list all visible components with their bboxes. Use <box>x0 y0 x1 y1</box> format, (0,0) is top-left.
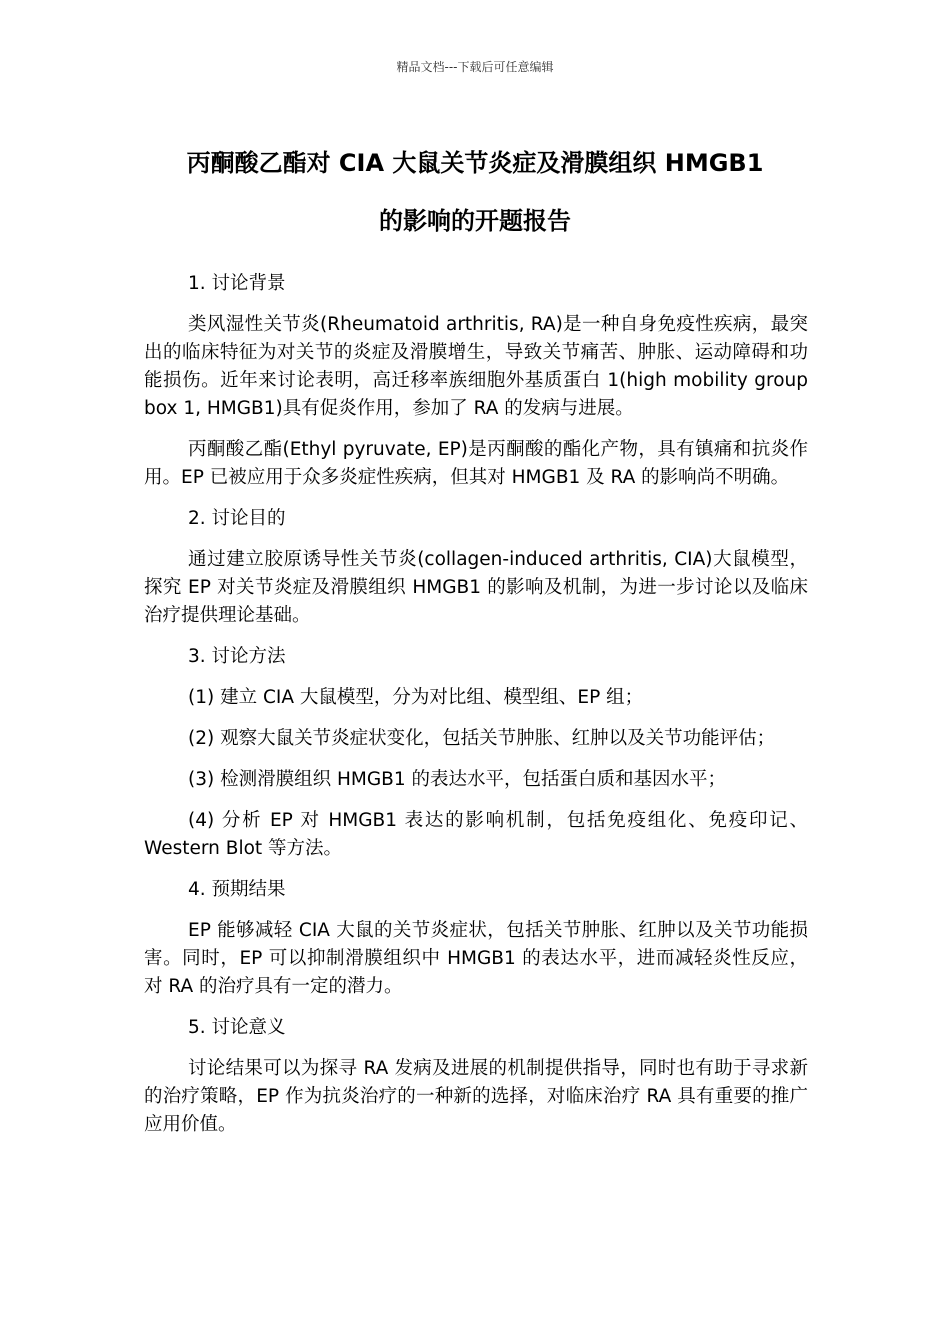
paragraph-expected-results: EP 能够减轻 CIA 大鼠的关节炎症状，包括关节肿胀、红肿以及关节功能损害。同时，EP 可以抑制滑膜组织中 HMGB1 的表达水平，进而减轻炎性反应，对 RA 的治疗具有一定的潜力。 <box>144 920 808 997</box>
section-heading-significance: 5. 讨论意义 <box>188 1017 286 1038</box>
header-note: 精品文档---下载后可任意编辑 <box>396 60 554 74</box>
document-title <box>120 134 830 250</box>
section-heading-methods: 3. 讨论方法 <box>188 646 286 667</box>
paragraph-significance: 讨论结果可以为探寻 RA 发病及进展的机制提供指导，同时也有助于寻求新的治疗策略，EP 作为抗炎治疗的一种新的选择，对临床治疗 RA 具有重要的推广应用价值。 <box>144 1058 808 1135</box>
method-item-1: (1) 建立 CIA 大鼠模型，分为对比组、模型组、EP 组； <box>188 687 644 708</box>
title-line-2: 的影响的开题报告 <box>379 207 571 235</box>
section-heading-expected-results: 4. 预期结果 <box>188 879 286 900</box>
paragraph-background-1: 类风湿性关节炎(Rheumatoid arthritis, RA)是一种自身免疫性疾病，最突出的临床特征为对关节的炎症及滑膜增生，导致关节痛苦、肿胀、运动障碍和功能损伤。近年来讨论表明，高迁移率族细胞外基质蛋白 1(high mobility group box 1, HMGB1)具有促炎作用，参加了 RA 的发病与进展。 <box>144 314 808 419</box>
section-heading-background: 1. 讨论背景 <box>188 273 286 294</box>
section-heading-purpose: 2. 讨论目的 <box>188 508 286 529</box>
document-body <box>144 270 808 1152</box>
method-item-2: (2) 观察大鼠关节炎症状变化，包括关节肿胀、红肿以及关节功能评估； <box>188 728 776 749</box>
paragraph-background-2: 丙酮酸乙酯(Ethyl pyruvate, EP)是丙酮酸的酯化产物，具有镇痛和抗炎作用。EP 已被应用于众多炎症性疾病，但其对 HMGB1 及 RA 的影响尚不明确。 <box>144 439 808 488</box>
method-item-3: (3) 检测滑膜组织 HMGB1 的表达水平，包括蛋白质和基因水平； <box>188 769 727 790</box>
title-line-1: 丙酮酸乙酯对 CIA 大鼠关节炎症及滑膜组织 HMGB1 <box>186 149 764 177</box>
paragraph-purpose: 通过建立胶原诱导性关节炎(collagen-induced arthritis, CIA)大鼠模型，探究 EP 对关节炎症及滑膜组织 HMGB1 的影响及机制，为进一步讨论以及临床治疗提供理论基础。 <box>144 549 808 626</box>
method-item-4: (4) 分析 EP 对 HMGB1 表达的影响机制，包括免疫组化、免疫印记、Western Blot 等方法。 <box>144 810 808 859</box>
